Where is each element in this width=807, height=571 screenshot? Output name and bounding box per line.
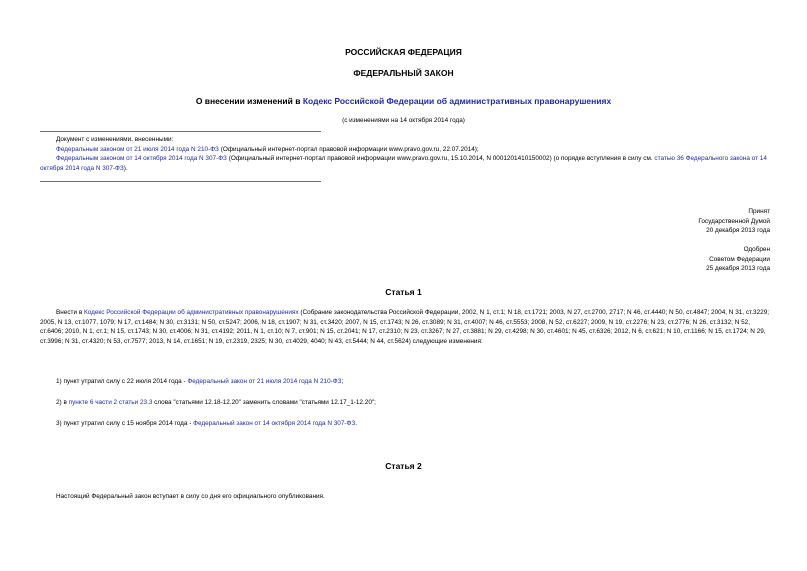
changes-top-rule	[40, 131, 321, 132]
changes-item-1	[40, 145, 770, 155]
changes-item-2	[40, 154, 770, 173]
item-3-text: 3) пункт утратил силу с 15 ноября 2014 года -	[56, 420, 194, 427]
intro-codex-link[interactable]: Кодекс Российской Федерации об административных правонарушениях	[83, 309, 299, 316]
country-title: РОССИЙСКАЯ ФЕДЕРАЦИЯ	[345, 47, 462, 57]
item-1-end: ;	[341, 378, 344, 385]
changes-heading: Документ с изменениями, внесенными:	[56, 136, 174, 143]
changes-item-2-end: ).	[123, 164, 128, 172]
article-36-link[interactable]: статью 36 Федерального закона от 14 октября 2014 года N 307-ФЗ	[40, 155, 767, 172]
article-1-item-2	[56, 398, 770, 408]
item-2-end: слова "статьями 12.18-12.20" заменить словами "статьями 12.17_1-12.20";	[152, 399, 376, 406]
revision-note: (с изменениями на 14 октября 2014 года)	[342, 117, 465, 124]
adoption-council	[560, 245, 770, 274]
item-1-text: 1) пункт утратил силу с 22 июля 2014 года -	[56, 378, 188, 385]
item-3-end: .	[355, 420, 358, 427]
law-307-link[interactable]: Федеральным законом от 14 октября 2014 года N 307-ФЗ	[56, 155, 227, 163]
article-1-item-1	[56, 377, 770, 387]
article-1-item-3	[56, 419, 770, 429]
article-1-heading: Статья 1	[385, 287, 422, 297]
article-1-intro	[40, 308, 770, 346]
council-line-2: Советом Федерации	[709, 255, 770, 263]
document-title	[0, 96, 807, 106]
document-type: ФЕДЕРАЛЬНЫЙ ЗАКОН	[353, 68, 454, 78]
changes-item-1-text: (Официальный интернет-портал правовой информации www.pravo.gov.ru, 22.07.2014);	[218, 145, 479, 153]
item-2-text: 2) в	[56, 399, 69, 406]
changes-item-2-text: (Официальный интернет-портал правовой информации www.pravo.gov.ru, 15.10.2014, N 0001201410150002) (о порядке вступления в силу см.	[226, 155, 655, 163]
changes-box	[40, 135, 770, 173]
duma-line-2: Государственной Думой	[698, 217, 770, 225]
council-date: 25 декабря 2013 года	[706, 265, 770, 273]
duma-line-1: Принят	[748, 208, 770, 215]
item-2-article-link[interactable]: пункте 6 части 2 статьи 23.3	[68, 399, 153, 406]
article-2-heading: Статья 2	[385, 461, 422, 471]
article-2-text: Настоящий Федеральный закон вступает в силу со дня его официального опубликования.	[56, 493, 325, 500]
council-line-1: Одобрен	[743, 246, 770, 253]
intro-prefix: Внести в	[56, 309, 84, 316]
adoption-duma	[560, 207, 770, 236]
title-prefix: О внесении изменений в	[195, 96, 303, 106]
changes-bottom-rule	[40, 181, 321, 182]
intro-text: (Собрание законодательства Российской Федерации, 2002, N 1, ст.1; N 18, ст.1721; 2003, N 27, ст.2700, 2717; N 46, ст.4440; N 50, ст.4847; 2004, N 31, ст.3229; 2005, N 13, ст.1077, 1079; N 17, ст.1484; N 30, ст.3131; N 50, ст.5247; 2006, N 18, ст.1907; N 31, ст.3420; 2007, N 15, ст.1743; N 26, ст.3089; N 31, ст.4007; N 46, ст.5553; 2008, N 52, ст.6227; 2009, N 19, ст.2276; N 23, ст.2776; N 26, ст.3132; N 52, ст.6406; 2010, N 1, ст.1; N 15, ст.1743; N 30, ст.4006; N 31, ст.4192; 2011, N 1, ст.10; N 7, ст.901; N 15, ст.2041; N 17, ст.2310; N 23, ст.3267; N 27, ст.3881; N 29, ст.4298; N 30, ст.4601; N 45, ст.6326; 2012, N 6, ст.621; N 10, ст.1166; N 15, ст.1724; N 29, ст.3996; N 31, ст.4320; N 53, ст.7577; 2013, N 14, ст.1651; N 19, ст.2319, 2325; N 30, ст.4029, 4040; N 43, ст.5444; N 44, ст.5624) следующие изменения:	[40, 309, 770, 345]
item-1-law-link[interactable]: Федеральный закон от 21 июля 2014 года N 210-ФЗ	[187, 378, 342, 385]
codex-link[interactable]: Кодекс Российской Федерации об административных правонарушениях	[302, 96, 612, 106]
law-210-link[interactable]: Федеральным законом от 21 июля 2014 года N 210-ФЗ	[56, 145, 219, 153]
item-3-law-link[interactable]: Федеральный закон от 14 октября 2014 года N 307-ФЗ	[193, 420, 356, 427]
duma-date: 20 декабря 2013 года	[706, 227, 770, 235]
